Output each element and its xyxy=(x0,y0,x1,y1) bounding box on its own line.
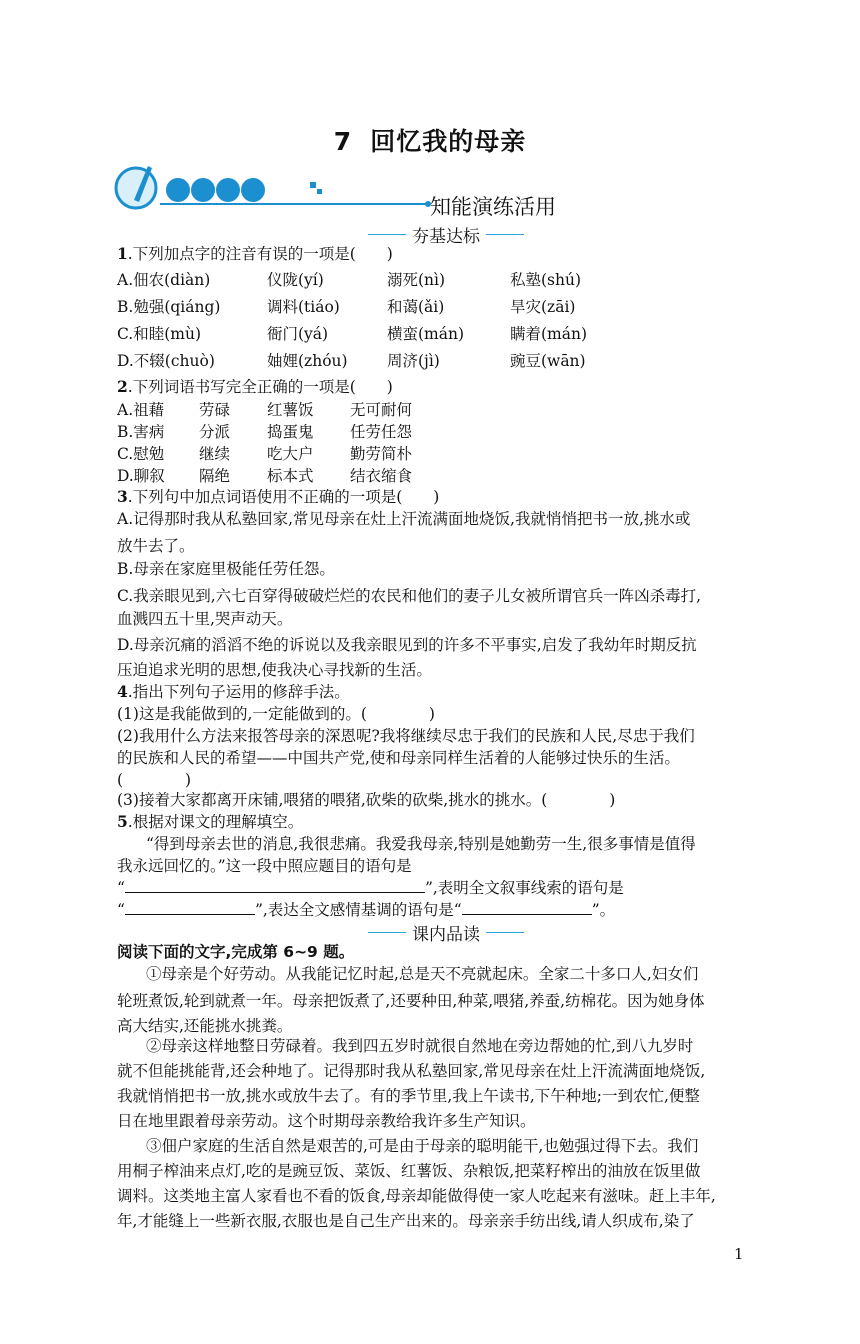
answer-blank[interactable] xyxy=(125,878,425,893)
question-3-stem: 3.下列句中加点词语使用不正确的一项是( ) xyxy=(117,487,440,506)
question-5-stem: 5.根据对课文的理解填空。 xyxy=(117,812,304,831)
banner-label: 知能演练活用 xyxy=(430,195,556,219)
q2-option-row: B.害病 分派 捣蛋鬼 任劳任怨 xyxy=(117,423,413,441)
reading-paragraph-1-line: ①母亲是个好劳动。从我能记忆时起,总是天不亮就起床。全家二十多口人,妇女们 xyxy=(146,965,699,983)
reading-paragraph-3-line: 调料。这类地主富人家看也不看的饭食,母亲却能做得使一家人吃起来有滋味。赶上丰年, xyxy=(117,1187,716,1205)
reading-paragraph-3-line: 用桐子榨油来点灯,吃的是豌豆饭、菜饭、红薯饭、杂粮饭,把菜籽榨出的油放在饭里做 xyxy=(117,1162,701,1180)
section-header-reading: 课内品读 xyxy=(368,920,524,945)
reading-paragraph-2-line: ②母亲这样地整日劳碌着。我到四五岁时就很自然地在旁边帮她的忙,到八九岁时 xyxy=(146,1037,694,1055)
reading-paragraph-1-line: 高大结实,还能挑水挑粪。 xyxy=(117,1017,293,1035)
answer-blank[interactable] xyxy=(125,900,255,915)
banner-graphic xyxy=(110,160,440,220)
reading-instruction: 阅读下面的文字,完成第 6~9 题。 xyxy=(117,943,355,961)
reading-paragraph-3-line: 年,才能缝上一些新衣服,衣服也是自己生产出来的。母亲亲手纺出线,请人织成布,染了 xyxy=(117,1212,695,1230)
q3-option-c: C.我亲眼见到,六七百穿得破破烂烂的农民和他们的妻子儿女被所谓官兵一阵凶杀毒打, xyxy=(117,587,702,605)
q2-option-row: A.祖藉 劳碌 红薯饭 无可耐何 xyxy=(117,401,413,419)
reading-paragraph-2-line: 我就悄悄把书一放,挑水或放牛去了。有的季节里,我上午读书,下午种地;一到农忙,便整 xyxy=(117,1087,700,1105)
reading-paragraph-1-line: 轮班煮饭,轮到就煮一年。母亲把饭煮了,还要种田,种菜,喂猪,养蚕,纺棉花。因为她身体 xyxy=(117,992,705,1010)
q1-option-row: B.勉强(qiáng) 调料(tiáo) 和蔼(ǎi) 旱灾(zāi) xyxy=(117,298,576,316)
q1-option-row: D.不辍(chuò) 妯娌(zhóu) 周济(jì) 豌豆(wān) xyxy=(117,352,586,370)
q5-line-1: “得到母亲去世的消息,我很悲痛。我爱我母亲,特别是她勤劳一生,很多事情是值得 xyxy=(146,835,696,853)
question-2-stem: 2.下列词语书写完全正确的一项是( ) xyxy=(117,377,393,396)
q3-option-d-cont: 压迫追求光明的思想,使我决心寻找新的生活。 xyxy=(117,661,432,679)
lesson-title: 回忆我的母亲 xyxy=(370,127,527,156)
reading-paragraph-3-line: ③佃户家庭的生活自然是艰苦的,可是由于母亲的聪明能干,也勉强过得下去。我们 xyxy=(146,1137,699,1155)
q1-option-row: A.佃农(diàn) 仪陇(yí) 溺死(nì) 私塾(shú) xyxy=(117,271,582,289)
reading-paragraph-2-line: 日在地里跟着母亲劳动。这个时期母亲教给我许多生产知识。 xyxy=(117,1112,536,1130)
q4-item-2-cont: 的民族和人民的希望——中国共产党,使和母亲同样生活着的人能够过快乐的生活。 xyxy=(117,749,680,767)
page-title xyxy=(0,122,860,158)
q5-line-4: “ ”,表达全文感情基调的语句是“ ”。 xyxy=(117,901,616,919)
q4-item-2: (2)我用什么方法来报答母亲的深恩呢?我将继续尽忠于我们的民族和人民,尽忠于我们 xyxy=(117,727,695,745)
q3-option-b: B.母亲在家庭里极能任劳任怨。 xyxy=(117,560,335,578)
q1-option-row: C.和睦(mù) 衙门(yá) 横蛮(mán) 瞒着(mán) xyxy=(117,325,588,343)
answer-blank[interactable] xyxy=(462,900,592,915)
question-4-stem: 4.指出下列句子运用的修辞手法。 xyxy=(117,682,350,701)
q3-option-a-cont: 放牛去了。 xyxy=(117,537,195,555)
brush-badge-icon xyxy=(116,168,156,208)
q3-option-a: A.记得那时我从私塾回家,常见母亲在灶上汗流满面地烧饭,我就悄悄把书一放,挑水或 xyxy=(117,510,691,528)
q3-option-d: D.母亲沉痛的滔滔不绝的诉说以及我亲眼见到的许多不平事实,启发了我幼年时期反抗 xyxy=(117,636,697,654)
q5-line-2: 我永远回忆的。”这一段中照应题目的语句是 xyxy=(117,857,412,875)
q2-option-row: D.聊叙 隔绝 标本式 结衣缩食 xyxy=(117,467,413,485)
question-1-stem: 1.下列加点字的注音有误的一项是( ) xyxy=(117,244,393,263)
page-number: 1 xyxy=(734,1245,744,1263)
section-header-basic: 夯基达标 xyxy=(368,222,524,247)
q4-item-1: (1)这是我能做到的,一定能做到的。( ) xyxy=(117,705,435,723)
q2-option-row: C.慰勉 继续 吃大户 勤劳简朴 xyxy=(117,445,413,463)
q4-item-3: (3)接着大家都离开床铺,喂猪的喂猪,砍柴的砍柴,挑水的挑水。( ) xyxy=(117,791,616,809)
q5-line-3: “ ”,表明全文叙事线索的语句是 xyxy=(117,879,624,897)
reading-paragraph-2-line: 就不但能挑能背,还会种地了。记得那时我从私塾回家,常见母亲在灶上汗流满面地烧饭, xyxy=(117,1062,706,1080)
q4-item-2-answer: ( ) xyxy=(117,771,192,789)
lesson-number: 7 xyxy=(333,127,353,156)
q3-option-c-cont: 血溅四五十里,哭声动天。 xyxy=(117,610,293,628)
